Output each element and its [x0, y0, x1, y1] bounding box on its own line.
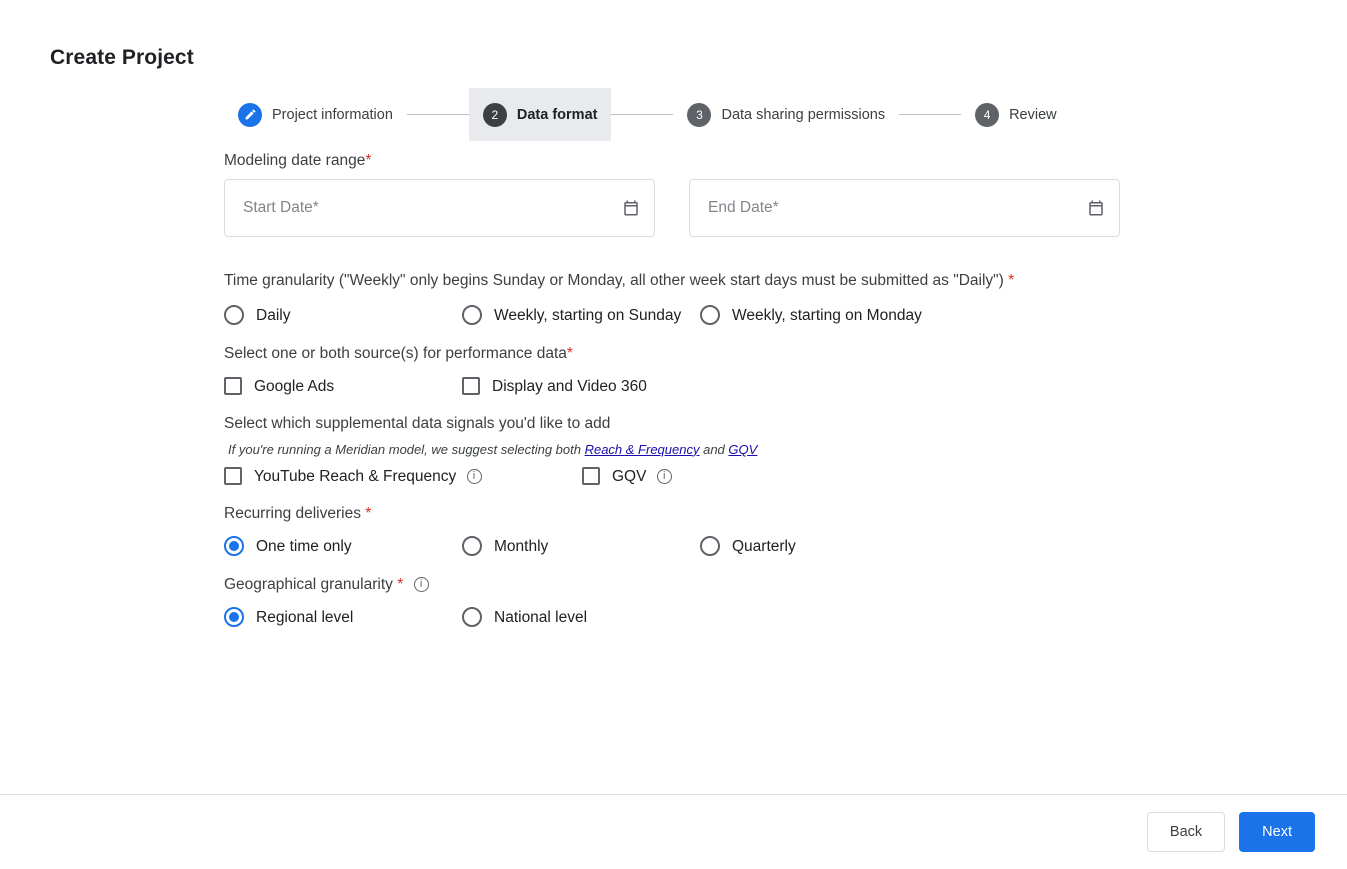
modeling-date-range-label — [224, 152, 1144, 170]
stepper-step-data-format[interactable] — [469, 88, 612, 141]
stepper-step-project-information[interactable] — [224, 88, 407, 141]
geographical-granularity-label — [224, 576, 1144, 594]
geographical-granularity-text: Geographical granularity — [224, 575, 393, 593]
radio-option-label: Daily — [256, 307, 291, 325]
recurring-deliveries-section — [224, 505, 1144, 557]
stepper-step-2-label: Data format — [516, 106, 598, 123]
checkbox-option-label: Display and Video 360 — [492, 377, 647, 395]
performance-sources-options — [224, 375, 1144, 397]
checkbox-option-display-video-360[interactable] — [462, 375, 700, 397]
calendar-icon[interactable] — [1087, 199, 1105, 217]
step-2-circle: 2 — [483, 103, 507, 127]
end-date-input[interactable] — [706, 198, 1103, 218]
geographical-granularity-options — [224, 606, 1144, 628]
modeling-date-range-text: Modeling date range — [224, 152, 366, 169]
required-asterisk: * — [397, 575, 404, 593]
checkbox-option-google-ads[interactable] — [224, 375, 462, 397]
recurring-deliveries-label — [224, 505, 1144, 523]
time-granularity-section — [224, 267, 1144, 327]
checkbox-icon[interactable] — [462, 377, 480, 395]
stepper-step-review[interactable] — [961, 88, 1071, 141]
supplemental-signals-options — [224, 465, 1144, 487]
supplemental-signals-note — [228, 442, 1144, 457]
date-range-row — [224, 179, 1144, 237]
back-button[interactable]: Back — [1147, 812, 1225, 852]
radio-option-regional-level[interactable] — [224, 606, 462, 628]
stepper-connector-3 — [899, 114, 961, 115]
radio-option-quarterly[interactable] — [700, 535, 938, 557]
radio-option-label: Weekly, starting on Sunday — [494, 307, 682, 325]
radio-icon[interactable] — [224, 305, 244, 325]
radio-option-label: One time only — [256, 538, 352, 556]
time-granularity-options — [224, 304, 1144, 326]
checkbox-icon[interactable] — [582, 467, 600, 485]
pencil-icon — [244, 108, 257, 121]
radio-option-monthly[interactable] — [462, 535, 700, 557]
gqv-link[interactable]: GQV — [728, 441, 758, 457]
note-prefix: If you're running a Meridian model, we suggest selecting both — [228, 441, 585, 457]
radio-option-label: Weekly, starting on Monday — [732, 307, 922, 325]
stepper — [224, 88, 1071, 141]
stepper-connector-1 — [407, 114, 469, 115]
stepper-step-1-label: Project information — [272, 106, 393, 123]
radio-icon[interactable] — [700, 536, 720, 556]
page-title: Create Project — [50, 46, 194, 69]
radio-option-weekly-sunday[interactable] — [462, 304, 700, 326]
supplemental-signals-section — [224, 415, 1144, 487]
info-icon[interactable]: i — [414, 577, 429, 592]
calendar-icon[interactable] — [622, 199, 640, 217]
recurring-deliveries-text: Recurring deliveries — [224, 505, 361, 523]
radio-option-label: National level — [494, 608, 588, 626]
step-3-circle: 3 — [687, 103, 711, 127]
required-asterisk: * — [566, 344, 573, 362]
stepper-step-4-label: Review — [1009, 106, 1057, 123]
step-1-circle — [238, 103, 262, 127]
next-button[interactable]: Next — [1239, 812, 1315, 852]
stepper-connector-2 — [611, 114, 673, 115]
start-date-input[interactable] — [241, 198, 638, 218]
performance-sources-text: Select one or both source(s) for performance data — [224, 344, 567, 362]
required-asterisk: * — [1008, 272, 1015, 289]
performance-sources-section — [224, 345, 1144, 397]
start-date-field[interactable] — [224, 179, 655, 237]
radio-option-label: Regional level — [256, 608, 354, 626]
reach-frequency-link[interactable]: Reach & Frequency — [584, 441, 700, 457]
checkbox-option-youtube-reach-frequency[interactable] — [224, 465, 582, 487]
checkbox-icon[interactable] — [224, 377, 242, 395]
time-granularity-label — [224, 267, 1124, 294]
required-asterisk: * — [365, 505, 372, 523]
checkbox-icon[interactable] — [224, 467, 242, 485]
time-granularity-text: Time granularity ("Weekly" only begins Sunday or Monday, all other week start days must be submitted as "Daily") — [224, 272, 1004, 289]
supplemental-signals-label: Select which supplemental data signals you'd like to add — [224, 414, 611, 432]
stepper-step-3-label: Data sharing permissions — [721, 106, 886, 123]
checkbox-option-label: GQV — [612, 467, 647, 485]
checkbox-option-gqv[interactable] — [582, 465, 672, 487]
radio-icon[interactable] — [462, 607, 482, 627]
radio-icon[interactable] — [224, 536, 244, 556]
info-icon[interactable]: i — [657, 469, 672, 484]
end-date-field[interactable] — [689, 179, 1120, 237]
radio-icon[interactable] — [224, 607, 244, 627]
geographical-granularity-section — [224, 576, 1144, 628]
radio-option-daily[interactable] — [224, 304, 462, 326]
radio-option-one-time-only[interactable] — [224, 535, 462, 557]
stepper-step-data-sharing-permissions[interactable] — [673, 88, 899, 141]
recurring-deliveries-options — [224, 535, 1144, 557]
radio-option-national-level[interactable] — [462, 606, 700, 628]
step-4-circle: 4 — [975, 103, 999, 127]
data-format-form — [224, 152, 1144, 646]
radio-icon[interactable] — [700, 305, 720, 325]
performance-sources-label — [224, 345, 1144, 363]
radio-option-label: Quarterly — [732, 538, 796, 556]
radio-option-label: Monthly — [494, 538, 549, 556]
checkbox-option-label: YouTube Reach & Frequency — [254, 467, 457, 485]
required-asterisk: * — [365, 152, 372, 169]
checkbox-option-label: Google Ads — [254, 377, 335, 395]
info-icon[interactable]: i — [467, 469, 482, 484]
radio-icon[interactable] — [462, 536, 482, 556]
footer-actions — [0, 794, 1347, 869]
radio-option-weekly-monday[interactable] — [700, 304, 938, 326]
radio-icon[interactable] — [462, 305, 482, 325]
note-middle: and — [699, 441, 729, 457]
